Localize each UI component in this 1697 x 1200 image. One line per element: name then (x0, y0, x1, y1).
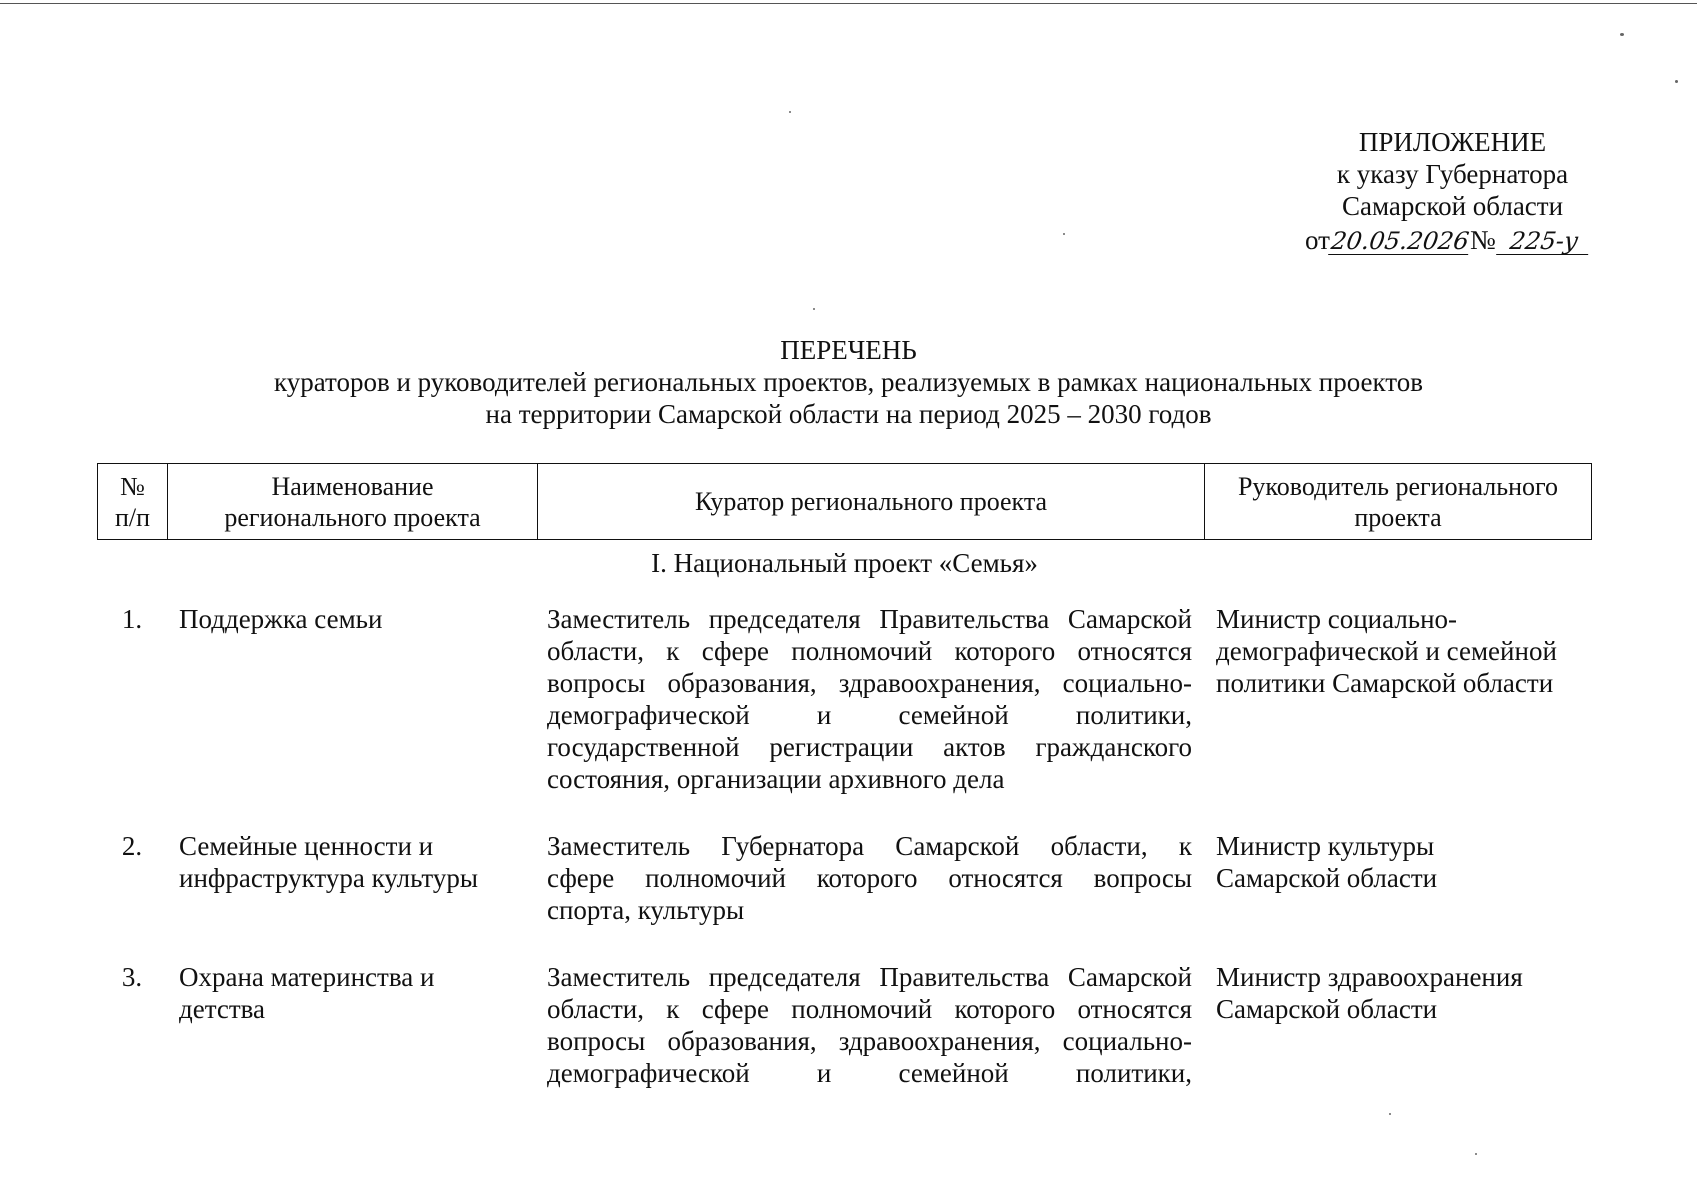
table-header (97, 463, 1592, 540)
header-num-line-1: № (120, 471, 145, 501)
document-title: ПЕРЕЧЕНЬ (780, 335, 917, 365)
row-curator-line: области, к сфере полномочий которого относятся (547, 636, 1192, 666)
row-head (1216, 603, 1592, 699)
row-project-name-line: Охрана материнства и (179, 962, 435, 992)
scan-speck (1475, 1153, 1477, 1155)
row-curator (547, 603, 1192, 795)
handwritten-date: 20.05.2026 (1329, 227, 1471, 255)
appendix-block (1290, 126, 1615, 222)
row-head-line: Министр культуры (1216, 831, 1435, 861)
row-head-line: демографической и семейной (1216, 636, 1557, 666)
handwritten-number: 225-у (1496, 228, 1592, 255)
scan-speck (1389, 1113, 1391, 1115)
row-curator-line: сфере полномочий которого относятся вопросы (547, 863, 1192, 893)
header-num (98, 464, 168, 539)
row-curator-line: вопросы образования, здравоохранения, социально- (547, 1026, 1192, 1056)
scan-speck (1620, 33, 1624, 36)
row-project-name (179, 961, 529, 1025)
appendix-title: ПРИЛОЖЕНИЕ (1358, 127, 1547, 157)
row-curator-line: спорта, культуры (547, 895, 745, 925)
row-curator-line: вопросы образования, здравоохранения, социально- (547, 668, 1192, 698)
row-head (1216, 830, 1592, 894)
row-head-line: Самарской области (1216, 994, 1438, 1024)
header-curator (538, 464, 1205, 539)
scan-speck (1675, 80, 1678, 83)
row-curator-line: демографической и семейной политики, (547, 700, 1192, 730)
appendix-line-2: Самарской области (1341, 191, 1564, 221)
row-curator-line: Заместитель председателя Правительства Самарской (547, 962, 1192, 992)
row-curator-line: государственной регистрации актов гражданского (547, 732, 1192, 762)
header-name-line-2: регионального проекта (224, 502, 481, 532)
header-num-line-2: п/п (114, 502, 151, 532)
scan-speck (789, 111, 791, 113)
row-curator-line: Заместитель председателя Правительства Самарской (547, 604, 1192, 634)
header-head-line-2: проекта (1354, 502, 1442, 532)
scan-top-edge (0, 3, 1697, 4)
document-subtitle-line-1: кураторов и руководителей региональных проектов, реализуемых в рамках национальных проектов (273, 367, 1423, 397)
row-project-name-line: детства (179, 994, 266, 1024)
header-project-name (168, 464, 538, 539)
row-project-name-line: инфраструктура культуры (179, 863, 478, 893)
row-number: 1. (121, 604, 143, 634)
section-title: I. Национальный проект «Семья» (651, 548, 1038, 578)
header-head-line-1: Руководитель регионального (1237, 471, 1559, 501)
row-project-name (179, 830, 529, 894)
row-number: 3. (121, 962, 143, 992)
header-head (1205, 464, 1591, 539)
row-curator (547, 961, 1192, 1089)
row-head-line: Министр здравоохранения (1216, 962, 1523, 992)
row-curator (547, 830, 1192, 926)
header-name-line-1: Наименование (271, 471, 434, 501)
from-label: от (1305, 225, 1330, 255)
row-project-name-line: Поддержка семьи (179, 604, 383, 634)
row-curator-line: области, к сфере полномочий которого относятся (547, 994, 1192, 1024)
scan-speck (813, 308, 815, 310)
row-curator-line: состояния, организации архивного дела (547, 764, 1005, 794)
header-curator-label: Куратор регионального проекта (694, 487, 1048, 516)
row-curator-line: демографической и семейной политики, (547, 1058, 1192, 1088)
appendix-reference (1305, 224, 1590, 256)
row-head (1216, 961, 1592, 1025)
scan-speck (1063, 233, 1065, 235)
appendix-line-1: к указу Губернатора (1336, 159, 1569, 189)
row-project-name-line: Семейные ценности и (179, 831, 434, 861)
document-subtitle-line-2: на территории Самарской области на период 2025 – 2030 годов (485, 399, 1212, 429)
number-label: № (1469, 225, 1496, 255)
row-head-line: политики Самарской области (1216, 668, 1554, 698)
row-head-line: Самарской области (1216, 863, 1438, 893)
document-title-block (90, 334, 1607, 430)
row-head-line: Министр социально- (1216, 604, 1458, 634)
row-curator-line: Заместитель Губернатора Самарской области, к (547, 831, 1192, 861)
row-project-name (179, 603, 529, 635)
row-number: 2. (121, 831, 143, 861)
